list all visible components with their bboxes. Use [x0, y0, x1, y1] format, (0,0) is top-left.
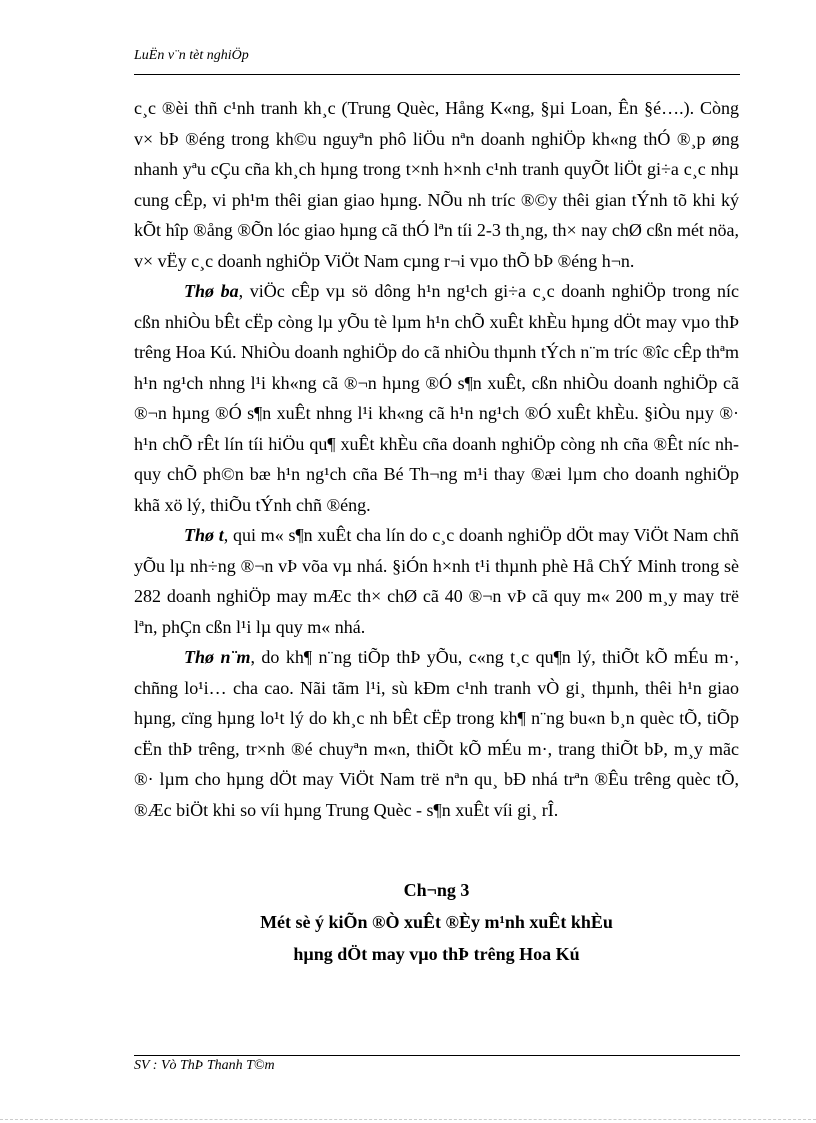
chapter-number: Ch¬ng 3 [403, 880, 470, 900]
paragraph-text: c¸c ®èi thñ c¹nh tranh kh¸c (Trung Quèc, Hång K«ng, §µi Loan, Ên §é….). Còng v× bÞ ®éng trong kh©u nguyªn phô liÖu nªn doanh nghiÖp kh«ng thÓ ®¸p øng nhanh yªu cÇu cña kh¸ch hµng trong t×nh h×nh c¹nh tranh quyÕt liÖt gi÷a c¸c nhµ cung cÊp, vi ph¹m thêi gian giao hµng. NÕu nh tríc ®©y thêi gian tÝnh tõ khi ký kÕt hîp ®ång ®Õn lóc giao hµng cã thÓ lªn tíi 2-3 th¸ng, th× nay chØ cßn mét nöa, v× vËy c¸c doanh nghiÖp ViÖt Nam cµng r¬i vµo thÕ bÞ ®éng h¬n. [134, 98, 739, 271]
paragraph [134, 93, 739, 276]
chapter-title-line-2: hµng dÖt may vµo thÞ trêng Hoa Kú [293, 944, 580, 964]
paragraph-text: , do kh¶ n¨ng tiÕp thÞ yÕu, c«ng t¸c qu¶n lý, thiÕt kÕ mÉu m·, chñng lo¹i… cha cao. Nãi tãm l¹i, sù kÐm c¹nh tranh vÒ gi¸ thµnh, thêi h¹n giao hµng, cïng hµng lo¹t lý do kh¸c nh bÊt cËp trong kh¶ n¨ng bu«n b¸n quèc tÕ, tiÕp cËn thÞ trêng, tr×nh ®é chuyªn m«n, thiÕt kÕ mÉu m·, trang thiÕt bÞ, m¸y mãc ®· lµm cho hµng dÖt may ViÖt Nam trë nªn qu¸ bÐ nhá trªn ®Êu trêng quèc tÕ, ®Æc biÖt khi so víi hµng Trung Quèc - s¶n xuÊt víi gi¸ rÎ. [134, 647, 739, 820]
paragraph-lead: Thø ba [184, 281, 239, 301]
page-footer-author: SV : Vò ThÞ Thanh T©m [134, 1058, 275, 1073]
footer-divider [134, 1055, 740, 1056]
chapter-title-line-1: Mét sè ý kiÕn ®Ò xuÊt ®Èy m¹nh xuÊt khÈu [260, 912, 613, 932]
page-separator [0, 1119, 816, 1120]
paragraph-text: , viÖc cÊp vµ sö dông h¹n ng¹ch gi÷a c¸c doanh nghiÖp trong níc cßn nhiÒu bÊt cËp còng lµ yÕu tè lµm h¹n chÕ xuÊt khÈu hµng dÖt may vµo thÞ trêng Hoa Kú. NhiÒu doanh nghiÖp do cã nhiÒu thµnh tÝch n¨m tríc ®îc cÊp thªm h¹n ng¹ch nhng l¹i kh«ng cã ®¬n hµng ®Ó s¶n xuÊt, cßn nhiÒu doanh nghiÖp cã ®¬n hµng ®Ó s¶n xuÊt nhng l¹i kh«ng cã h¹n ng¹ch ®Ó xuÊt khÈu. §iÒu nµy ®· h¹n chÕ rÊt lín tíi hiÖu qu¶ xuÊt khÈu cña doanh nghiÖp còng nh cña ®Êt níc nh quy chÕ ph©n bæ h¹n ng¹ch cña Bé Th¬ng m¹i thay ®æi lµm cho doanh nghiÖp khã xö lý, thiÕu tÝnh chñ ®éng. [134, 281, 739, 515]
page-header-title: LuËn v¨n tèt nghiÖp [134, 48, 249, 63]
header-divider [134, 74, 740, 75]
paragraph-lead: Thø t [184, 525, 224, 545]
body-text [134, 93, 739, 825]
chapter-heading [134, 874, 739, 970]
paragraph-text: , qui m« s¶n xuÊt cha lín do c¸c doanh nghiÖp dÖt may ViÖt Nam chñ yÕu lµ nh÷ng ®¬n vÞ võa vµ nhá. §iÓn h×nh t¹i thµnh phè Hå ChÝ Minh trong sè 282 doanh nghiÖp may mÆc th× chØ cã 40 ®¬n vÞ cã quy m« 200 m¸y may trë lªn, phÇn cßn l¹i lµ quy m« nhá. [134, 525, 739, 637]
paragraph-lead: Thø n¨m [184, 647, 251, 667]
paragraph [134, 642, 739, 825]
paragraph [134, 276, 739, 520]
paragraph [134, 520, 739, 642]
